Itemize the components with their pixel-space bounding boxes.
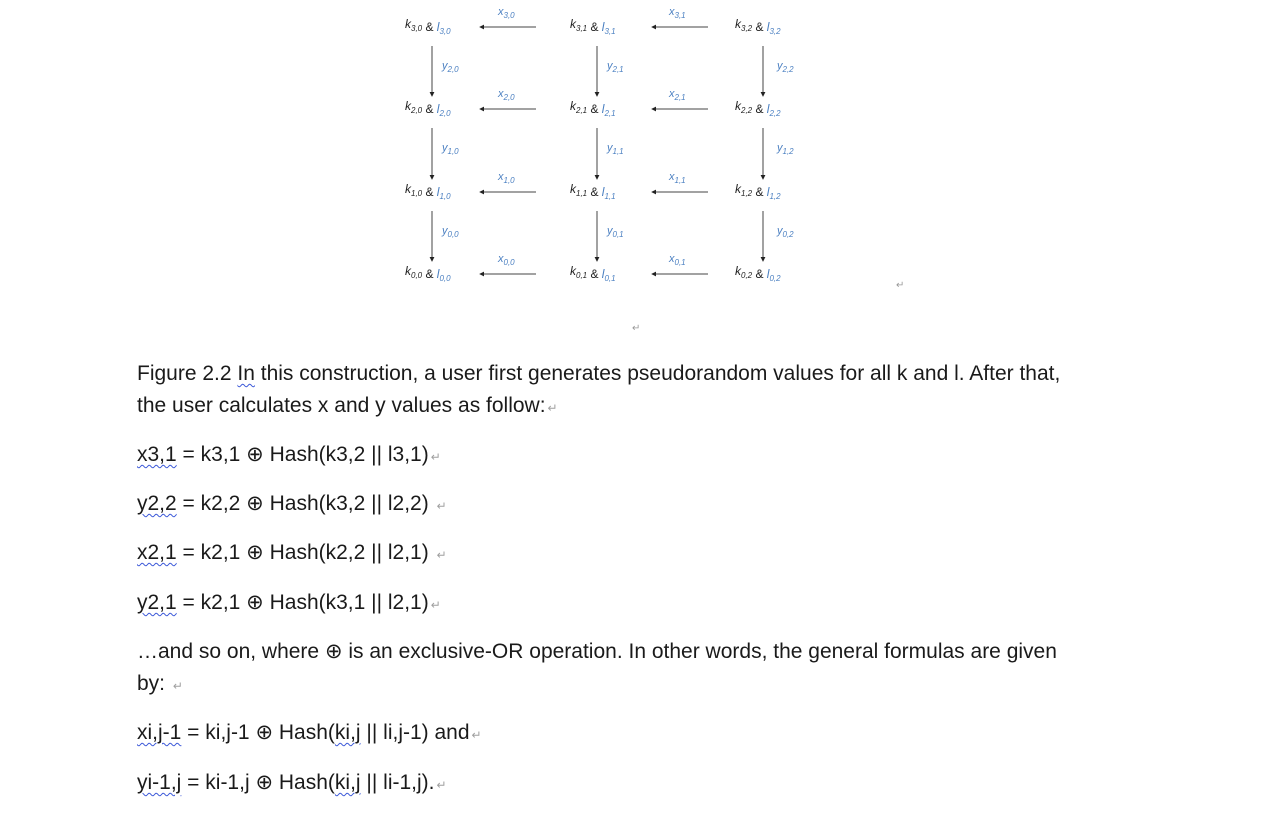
paragraph-mark: ↵ bbox=[471, 728, 482, 742]
x-label: $x_{2,0}$ bbox=[498, 88, 515, 102]
node-label: $k_{1,0}$ & $l_{1,0}$ bbox=[405, 182, 451, 201]
eq-rhs: = k2,2 ⊕ Hash(k3,2 || l2,2) bbox=[176, 492, 435, 515]
arrows bbox=[432, 27, 763, 274]
node-label: $k_{3,0}$ & $l_{3,0}$ bbox=[405, 17, 451, 36]
paragraph-mark: ↵ bbox=[547, 401, 558, 415]
x-label: $x_{0,1}$ bbox=[669, 253, 686, 267]
paragraph-mark: ↵ bbox=[436, 548, 447, 562]
y-label: $y_{2,1}$ bbox=[607, 60, 624, 74]
equation-1 bbox=[137, 439, 1137, 473]
formula-arg: ki,j bbox=[334, 771, 361, 794]
x-label: $x_{2,1}$ bbox=[669, 88, 686, 102]
eq-lhs: x3,1 bbox=[137, 443, 177, 466]
formula-lhs: xi,j-1 bbox=[137, 721, 182, 744]
caption-line2: the user calculates x and y values as follow: bbox=[137, 394, 546, 417]
caption-rest: this construction, a user first generates pseudorandom values for all k and l. After that, bbox=[254, 362, 1061, 385]
formula-lhs: yi-1,j bbox=[137, 771, 182, 794]
explain-line1: …and so on, where ⊕ is an exclusive-OR operation. In other words, the general formulas are given bbox=[137, 640, 1057, 663]
eq-rhs: = k3,1 ⊕ Hash(k3,2 || l3,1) bbox=[176, 443, 429, 466]
equation-4 bbox=[137, 587, 1137, 621]
paragraph-mark: ↵ bbox=[632, 323, 641, 334]
node-label: $k_{1,1}$ & $l_{1,1}$ bbox=[570, 182, 616, 201]
paragraph-mark: ↵ bbox=[430, 598, 441, 612]
eq-rhs: = k2,1 ⊕ Hash(k2,2 || l2,1) bbox=[176, 541, 435, 564]
explain-line2: by: bbox=[137, 672, 171, 695]
general-formula-x bbox=[137, 717, 1137, 751]
x-label: $x_{1,0}$ bbox=[498, 171, 515, 185]
y-label: $y_{0,2}$ bbox=[777, 225, 794, 239]
node-label: $k_{1,2}$ & $l_{1,2}$ bbox=[735, 182, 781, 201]
eq-lhs: y2,2 bbox=[137, 492, 177, 515]
paragraph-mark: ↵ bbox=[436, 499, 447, 513]
x-label: $x_{0,0}$ bbox=[498, 253, 515, 267]
formula-mid: = ki,j-1 ⊕ Hash( bbox=[181, 721, 335, 744]
formula-arg: ki,j bbox=[334, 721, 361, 744]
x-label: $x_{1,1}$ bbox=[669, 171, 686, 185]
key-chain-diagram bbox=[0, 0, 1263, 340]
paragraph-mark: ↵ bbox=[436, 778, 447, 792]
node-label: $k_{3,2}$ & $l_{3,2}$ bbox=[735, 17, 781, 36]
y-label: $y_{2,0}$ bbox=[442, 60, 459, 74]
paragraph-mark: ↵ bbox=[430, 450, 441, 464]
node-labels bbox=[405, 17, 781, 283]
node-label: $k_{0,1}$ & $l_{0,1}$ bbox=[570, 264, 616, 283]
formula-mid: = ki-1,j ⊕ Hash( bbox=[181, 771, 335, 794]
node-label: $k_{0,2}$ & $l_{0,2}$ bbox=[735, 264, 781, 283]
node-label: $k_{2,2}$ & $l_{2,2}$ bbox=[735, 99, 781, 118]
equation-3 bbox=[137, 537, 1137, 571]
x-label: $x_{3,0}$ bbox=[498, 6, 515, 20]
node-label: $k_{3,1}$ & $l_{3,1}$ bbox=[570, 17, 616, 36]
eq-rhs: = k2,1 ⊕ Hash(k3,1 || l2,1) bbox=[176, 591, 429, 614]
node-label: $k_{0,0}$ & $l_{0,0}$ bbox=[405, 264, 451, 283]
caption-in: In bbox=[237, 362, 255, 385]
y-label: $y_{1,2}$ bbox=[777, 142, 794, 156]
y-label: $y_{1,1}$ bbox=[607, 142, 624, 156]
x-label: $x_{3,1}$ bbox=[669, 6, 686, 20]
paragraph-mark: ↵ bbox=[896, 280, 905, 291]
eq-lhs: y2,1 bbox=[137, 591, 177, 614]
caption-fig: Figure 2.2 bbox=[137, 362, 238, 385]
general-formula-y bbox=[137, 767, 1137, 801]
y-label: $y_{0,1}$ bbox=[607, 225, 624, 239]
formula-tail: || li-1,j). bbox=[360, 771, 435, 794]
node-label: $k_{2,1}$ & $l_{2,1}$ bbox=[570, 99, 616, 118]
y-label: $y_{0,0}$ bbox=[442, 225, 459, 239]
equation-2 bbox=[137, 488, 1137, 522]
eq-lhs: x2,1 bbox=[137, 541, 177, 564]
figure-caption bbox=[137, 358, 1137, 424]
y-label: $y_{1,0}$ bbox=[442, 142, 459, 156]
y-label: $y_{2,2}$ bbox=[777, 60, 794, 74]
formula-tail: || li,j-1) and bbox=[360, 721, 470, 744]
explanation bbox=[137, 636, 1137, 702]
node-label: $k_{2,0}$ & $l_{2,0}$ bbox=[405, 99, 451, 118]
paragraph-mark: ↵ bbox=[172, 679, 183, 693]
edge-labels bbox=[441, 6, 794, 267]
